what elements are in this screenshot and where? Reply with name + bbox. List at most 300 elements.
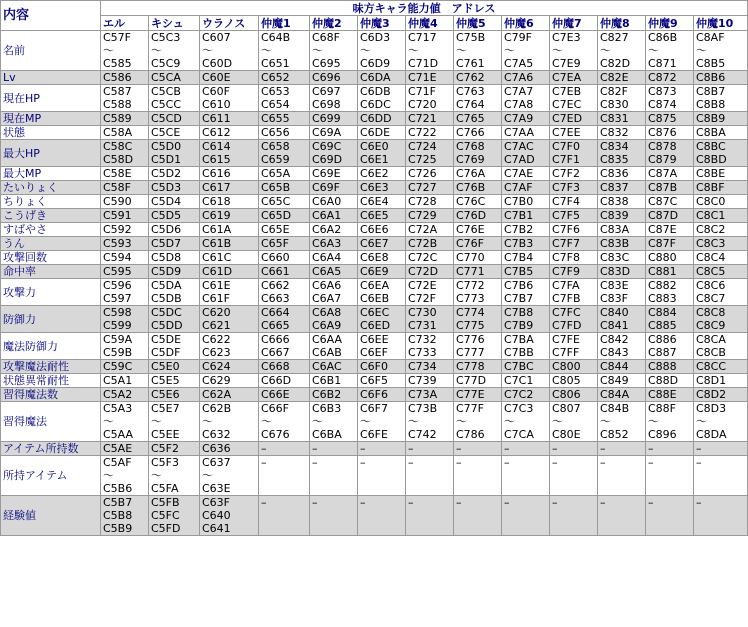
address-line: C6A3 (312, 237, 342, 250)
address-cell (694, 496, 748, 536)
address-cell (200, 181, 259, 195)
address-line: C8CA (696, 333, 726, 346)
address-cell (310, 112, 358, 126)
address-line: C6A7 (312, 292, 342, 305)
table-row (1, 496, 748, 536)
address-cell (454, 265, 502, 279)
address-cell (454, 237, 502, 251)
address-line: C592 (103, 223, 132, 236)
address-line: C720 (408, 98, 437, 111)
address-line: C7FB (552, 292, 581, 305)
address-line: C5B6 (103, 482, 133, 495)
address-line: ～ (151, 415, 162, 428)
address-cell (406, 360, 454, 374)
address-cell (454, 209, 502, 223)
address-cell (200, 251, 259, 265)
address-line (261, 522, 307, 535)
row-label: 攻撃魔法耐性 (1, 360, 101, 374)
address-line: – (552, 442, 558, 455)
address-line: C806 (552, 388, 581, 401)
address-line: C88D (648, 374, 679, 387)
address-line: C8BF (696, 181, 725, 194)
address-line (600, 509, 643, 522)
table-row (1, 442, 748, 456)
address-cell (694, 251, 748, 265)
address-line: C5D4 (151, 195, 182, 208)
address-line: C733 (408, 346, 437, 359)
address-cell (101, 456, 149, 496)
address-cell (550, 374, 598, 388)
address-line: C5D1 (151, 153, 182, 166)
address-cell (259, 360, 310, 374)
address-line: C699 (312, 112, 341, 125)
address-line: C8C6 (696, 279, 726, 292)
address-line: C7B4 (504, 251, 534, 264)
address-cell (358, 71, 406, 85)
address-cell (200, 31, 259, 71)
address-line: – (504, 456, 510, 469)
address-line: – (552, 496, 558, 509)
address-line: C58C (103, 140, 133, 153)
address-line: C5E6 (151, 388, 180, 401)
address-cell (310, 360, 358, 374)
address-cell (259, 402, 310, 442)
address-line: ～ (696, 415, 707, 428)
address-line: C7AE (504, 167, 534, 180)
address-line: C841 (600, 319, 629, 332)
address-line: C871 (648, 57, 677, 70)
table-row (1, 167, 748, 181)
address-line: C5F2 (151, 442, 180, 455)
address-cell (694, 85, 748, 112)
table-row (1, 265, 748, 279)
address-line: C6E5 (360, 209, 389, 222)
address-line: C849 (600, 374, 629, 387)
address-line: C5C3 (151, 31, 181, 44)
address-line: C7B3 (504, 237, 534, 250)
address-cell (200, 402, 259, 442)
address-cell (454, 112, 502, 126)
address-line: C665 (261, 319, 290, 332)
address-line: C8C2 (696, 223, 726, 236)
address-line: C663 (261, 292, 290, 305)
address-line: – (456, 442, 462, 455)
address-line: C586 (103, 71, 132, 84)
table-row (1, 279, 748, 306)
address-cell (646, 112, 694, 126)
address-cell (310, 71, 358, 85)
address-line (456, 482, 499, 495)
address-line: C59B (103, 346, 133, 359)
address-line: C839 (600, 209, 629, 222)
address-cell (149, 360, 200, 374)
address-line (504, 482, 547, 495)
address-line (408, 522, 451, 535)
address-line: C695 (312, 57, 341, 70)
address-line: ～ (648, 415, 659, 428)
address-cell (550, 112, 598, 126)
address-cell (598, 388, 646, 402)
address-cell (646, 374, 694, 388)
address-line: C6E4 (360, 195, 389, 208)
address-cell (149, 496, 200, 536)
address-line: C6E2 (360, 167, 389, 180)
address-line: C742 (408, 428, 437, 441)
address-line: C8B5 (696, 57, 726, 70)
address-cell (646, 181, 694, 195)
address-cell (406, 388, 454, 402)
address-line: C7F9 (552, 265, 581, 278)
address-line: C5CD (151, 112, 182, 125)
address-line: C6FE (360, 428, 388, 441)
address-cell (454, 402, 502, 442)
address-line: C7A5 (504, 57, 534, 70)
address-line: C59A (103, 333, 133, 346)
column-header: 仲魔6 (502, 16, 550, 31)
address-line: C83B (600, 237, 630, 250)
address-cell (502, 167, 550, 181)
address-line: C6B1 (312, 374, 342, 387)
address-cell (310, 388, 358, 402)
address-cell (149, 31, 200, 71)
address-cell (259, 442, 310, 456)
address-line: C7AA (504, 126, 535, 139)
address-line: C79F (504, 31, 533, 44)
address-line: ～ (202, 415, 213, 428)
address-line: C8AF (696, 31, 725, 44)
address-line: C838 (600, 195, 629, 208)
address-line: C7EC (552, 98, 582, 111)
address-line: C882 (648, 279, 677, 292)
address-cell (406, 496, 454, 536)
address-line: C72B (408, 237, 438, 250)
address-line: C72E (408, 279, 437, 292)
address-cell (502, 360, 550, 374)
address-cell (406, 456, 454, 496)
address-line: – (312, 456, 318, 469)
address-line: C5DC (151, 306, 182, 319)
table-row (1, 456, 748, 496)
table-row (1, 360, 748, 374)
address-line: – (408, 442, 414, 455)
address-line (360, 522, 403, 535)
address-cell (406, 251, 454, 265)
address-cell (310, 181, 358, 195)
address-cell (259, 388, 310, 402)
address-cell (406, 85, 454, 112)
address-line: C5E5 (151, 374, 180, 387)
address-line: C5FD (151, 522, 181, 535)
address-line: C5CE (151, 126, 181, 139)
address-cell (550, 181, 598, 195)
address-cell (200, 209, 259, 223)
address-cell (694, 456, 748, 496)
address-line: C6E8 (360, 251, 389, 264)
corner-label: 内容 (1, 1, 101, 31)
address-line: C588 (103, 98, 132, 111)
address-line: C71D (408, 57, 439, 70)
address-line: C66E (261, 388, 290, 401)
address-cell (502, 112, 550, 126)
address-line: C6A8 (312, 306, 342, 319)
address-line: C62B (202, 402, 232, 415)
address-line: C653 (261, 85, 290, 98)
address-cell (502, 209, 550, 223)
address-line: C82F (600, 85, 629, 98)
address-cell (358, 265, 406, 279)
address-cell (454, 195, 502, 209)
address-line: C6EF (360, 346, 388, 359)
address-cell (454, 140, 502, 167)
address-line: C888 (648, 360, 677, 373)
address-cell (149, 126, 200, 140)
address-cell (454, 456, 502, 496)
address-line: C6E1 (360, 153, 389, 166)
address-line: – (648, 442, 654, 455)
address-line: C6EB (360, 292, 390, 305)
address-line: C589 (103, 112, 132, 125)
address-cell (358, 306, 406, 333)
address-cell (259, 195, 310, 209)
row-label: 状態異常耐性 (1, 374, 101, 388)
address-cell (149, 237, 200, 251)
address-line: C5D6 (151, 223, 182, 236)
address-cell (259, 209, 310, 223)
address-line: C6D3 (360, 31, 391, 44)
address-line: C6AC (312, 360, 342, 373)
address-cell (550, 456, 598, 496)
address-cell (694, 223, 748, 237)
address-line: C662 (261, 279, 290, 292)
address-cell (502, 85, 550, 112)
address-cell (358, 374, 406, 388)
address-line: C697 (312, 85, 341, 98)
address-line (504, 509, 547, 522)
address-cell (598, 209, 646, 223)
address-line: C607 (202, 31, 231, 44)
address-cell (259, 251, 310, 265)
address-line: C86B (648, 31, 678, 44)
address-cell (454, 85, 502, 112)
address-cell (259, 333, 310, 360)
address-cell (406, 306, 454, 333)
address-cell (502, 71, 550, 85)
address-cell (694, 167, 748, 181)
address-cell (502, 223, 550, 237)
address-line: C8BC (696, 140, 726, 153)
address-line: C778 (456, 360, 485, 373)
address-line: ～ (648, 44, 659, 57)
address-line: C77F (456, 402, 485, 415)
address-line: C776 (456, 333, 485, 346)
address-cell (406, 167, 454, 181)
address-line: C8C7 (696, 292, 726, 305)
address-line: C596 (103, 279, 132, 292)
address-line: C69E (312, 167, 341, 180)
address-line: – (696, 496, 702, 509)
address-line: C698 (312, 98, 341, 111)
address-line: C610 (202, 98, 231, 111)
address-line (456, 509, 499, 522)
address-cell (454, 223, 502, 237)
column-header: 仲魔7 (550, 16, 598, 31)
address-line: C7BA (504, 333, 534, 346)
address-line: C7B2 (504, 223, 534, 236)
address-cell (310, 167, 358, 181)
address-line: C831 (600, 112, 629, 125)
address-line: C619 (202, 209, 231, 222)
address-line: C5A2 (103, 388, 133, 401)
address-line: ～ (103, 44, 114, 57)
address-cell (101, 181, 149, 195)
address-cell (646, 265, 694, 279)
address-line: C774 (456, 306, 485, 319)
address-cell (310, 374, 358, 388)
address-line: C72F (408, 292, 437, 305)
address-cell (149, 112, 200, 126)
address-cell (646, 456, 694, 496)
address-line: C836 (600, 167, 629, 180)
address-line: C69C (312, 140, 342, 153)
address-cell (358, 85, 406, 112)
address-line (312, 522, 355, 535)
address-line: C721 (408, 112, 437, 125)
address-line: C8C3 (696, 237, 726, 250)
address-cell (101, 496, 149, 536)
address-line (360, 509, 403, 522)
address-line: C614 (202, 140, 231, 153)
address-line: C884 (648, 306, 677, 319)
address-line: C6E9 (360, 265, 389, 278)
address-cell (200, 237, 259, 251)
row-label: アイテム所持数 (1, 442, 101, 456)
address-cell (598, 140, 646, 167)
address-line: C830 (600, 98, 629, 111)
address-cell (646, 402, 694, 442)
address-line: C6B2 (312, 388, 342, 401)
address-cell (259, 496, 310, 536)
address-line: C852 (600, 428, 629, 441)
address-line: C8CC (696, 360, 727, 373)
address-line (696, 469, 745, 482)
address-line: C842 (600, 333, 629, 346)
address-cell (694, 31, 748, 71)
address-cell (646, 209, 694, 223)
address-line: C8C4 (696, 251, 726, 264)
address-line: C761 (456, 57, 485, 70)
address-line: C7F8 (552, 251, 581, 264)
address-cell (454, 31, 502, 71)
address-line: C658 (261, 140, 290, 153)
address-line: – (456, 456, 462, 469)
address-line: C6F6 (360, 388, 389, 401)
address-line: C6D9 (360, 57, 391, 70)
address-line: ～ (261, 415, 272, 428)
address-line: C763 (456, 85, 485, 98)
address-cell (646, 167, 694, 181)
address-line: – (504, 442, 510, 455)
address-line (408, 509, 451, 522)
address-line: ～ (456, 44, 467, 57)
address-line: C771 (456, 265, 485, 278)
address-cell (101, 374, 149, 388)
address-line: ～ (261, 44, 272, 57)
address-line: C834 (600, 140, 629, 153)
address-line: C637 (202, 456, 231, 469)
address-cell (200, 442, 259, 456)
address-line (312, 469, 355, 482)
address-cell (694, 374, 748, 388)
address-line: C58A (103, 126, 133, 139)
address-cell (502, 306, 550, 333)
address-cell (200, 85, 259, 112)
column-header: 仲魔4 (406, 16, 454, 31)
address-line: C591 (103, 209, 132, 222)
column-header: 仲魔8 (598, 16, 646, 31)
address-cell (550, 265, 598, 279)
column-header: 仲魔9 (646, 16, 694, 31)
address-cell (358, 209, 406, 223)
address-line: C762 (456, 71, 485, 84)
address-line: C71E (408, 71, 437, 84)
address-line: C768 (456, 140, 485, 153)
address-cell (149, 85, 200, 112)
address-line: C5FB (151, 496, 180, 509)
address-line: C76B (456, 181, 486, 194)
address-line: C6E0 (360, 140, 389, 153)
column-header: 仲魔3 (358, 16, 406, 31)
address-line: C76C (456, 195, 486, 208)
address-cell (454, 126, 502, 140)
address-line: C599 (103, 319, 132, 332)
address-cell (694, 442, 748, 456)
address-line: C61B (202, 237, 232, 250)
address-cell (259, 140, 310, 167)
address-line: C8DA (696, 428, 727, 441)
address-cell (502, 279, 550, 306)
address-line: C84A (600, 388, 630, 401)
address-cell (101, 237, 149, 251)
address-cell (358, 126, 406, 140)
address-cell (310, 279, 358, 306)
address-cell (200, 456, 259, 496)
address-cell (694, 265, 748, 279)
address-line: C593 (103, 237, 132, 250)
address-line: C872 (648, 71, 677, 84)
address-line: C629 (202, 374, 231, 387)
address-cell (598, 31, 646, 71)
address-line: C6A0 (312, 195, 342, 208)
address-cell (149, 402, 200, 442)
address-line: C731 (408, 319, 437, 332)
address-cell (310, 496, 358, 536)
address-cell (149, 167, 200, 181)
address-line: C765 (456, 112, 485, 125)
address-cell (694, 360, 748, 374)
address-line: C8BA (696, 126, 726, 139)
address-line: C722 (408, 126, 437, 139)
address-cell (101, 85, 149, 112)
address-cell (502, 374, 550, 388)
address-line (696, 482, 745, 495)
address-line: – (408, 456, 414, 469)
address-cell (101, 31, 149, 71)
address-line: ～ (696, 44, 707, 57)
address-cell (259, 112, 310, 126)
address-line: C879 (648, 153, 677, 166)
address-line: C7F2 (552, 167, 581, 180)
address-cell (200, 265, 259, 279)
